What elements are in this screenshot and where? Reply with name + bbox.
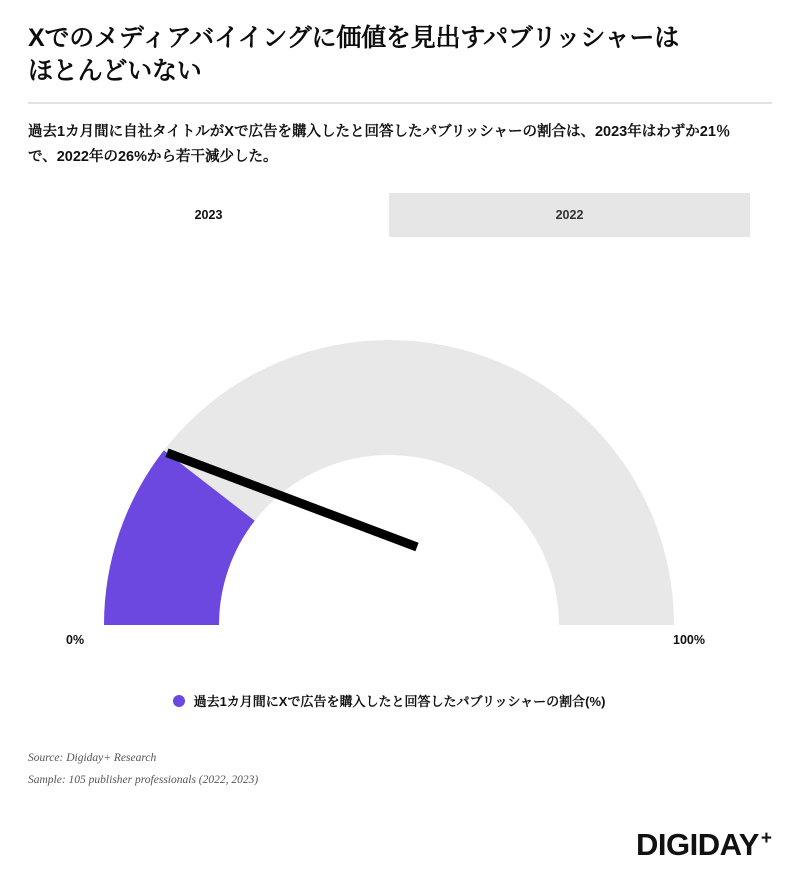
digiday-logo: [636, 827, 772, 863]
gauge-svg: [28, 265, 750, 665]
page-title: Xでのメディアバイイングに価値を見出すパブリッシャーはほとんどいない: [28, 24, 680, 85]
sample-note: Sample: 105 publisher professionals (2022, 2023): [28, 774, 259, 787]
tab-2022[interactable]: 2022: [389, 193, 750, 237]
source-note: Source: Digiday+ Research: [28, 752, 157, 765]
logo-wordmark: DIGIDAY: [636, 827, 759, 862]
logo-plus-icon: +: [760, 828, 772, 849]
year-tabs: [28, 193, 750, 237]
title-divider: [28, 102, 772, 104]
gauge-graphic: [28, 265, 750, 665]
axis-min-label: 0%: [66, 633, 85, 648]
chart-footnotes: [28, 748, 750, 792]
legend-color-dot-icon: [173, 695, 185, 707]
gauge-chart: [28, 245, 750, 675]
page-subtitle: 過去1カ月間に自社タイトルがXで広告を購入したと回答したパブリッシャーの割合は、2023年はわずか21％で、2022年の26%から若干減少した。: [28, 124, 731, 165]
chart-legend: [28, 691, 750, 710]
tab-2023[interactable]: 2023: [28, 193, 389, 237]
legend-label: 過去1カ月間にXで広告を購入したと回答したパブリッシャーの割合(%): [193, 694, 606, 710]
axis-max-label: 100%: [673, 633, 705, 648]
